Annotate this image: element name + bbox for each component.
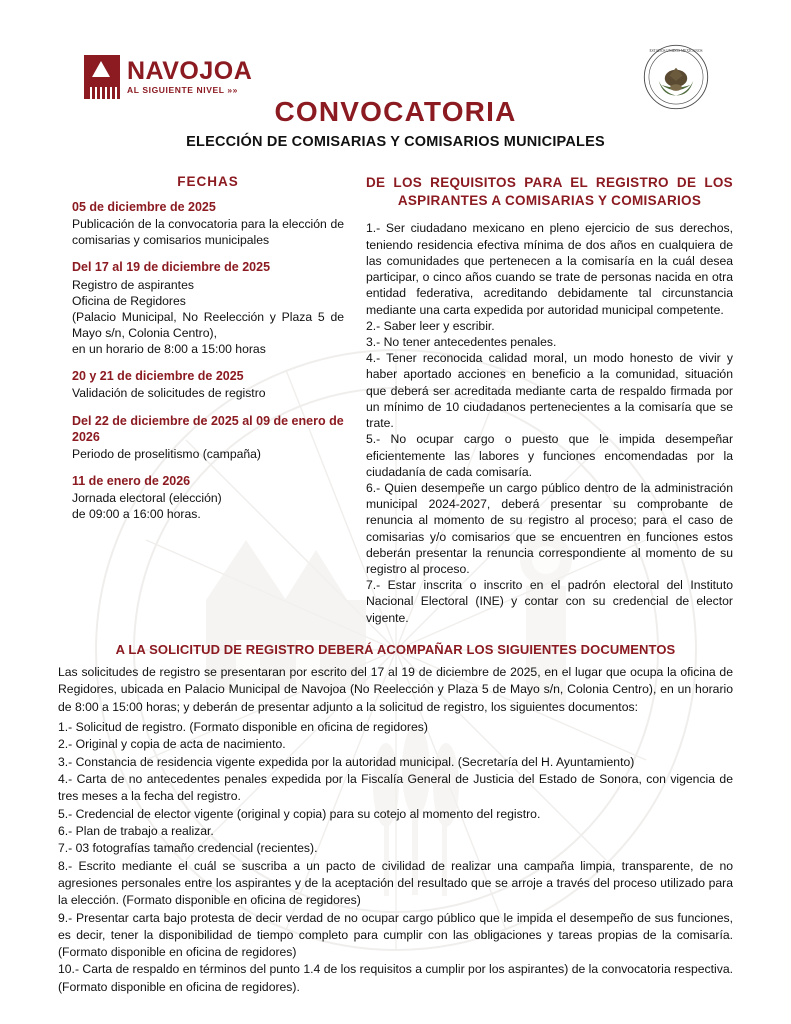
date-block bbox=[72, 199, 344, 248]
dates-column bbox=[72, 174, 344, 626]
navojoa-emblem-icon bbox=[84, 55, 120, 99]
document-item: 4.- Carta de no antecedentes penales expedida por la Fiscalía General de Justicia del Estado de Sonora, con vigencia de tres meses a la fecha del registro. bbox=[58, 771, 733, 804]
date-title: 20 y 21 de diciembre de 2025 bbox=[72, 369, 244, 384]
date-block bbox=[72, 368, 344, 401]
main-columns bbox=[0, 160, 791, 626]
logo-title: NAVOJOA bbox=[127, 57, 253, 86]
requirements-column bbox=[366, 174, 733, 626]
requirement-item: 4.- Tener reconocida calidad moral, un modo honesto de vivir y haber aportado acciones en beneficio a la comunidad, situación que deberá ser acreditada mediante carta de respaldo firmada por un mínimo de 10 ciudadanos pertenecientes a la comisaría que se trate. bbox=[366, 351, 733, 431]
date-detail: (Palacio Municipal, No Reelección y Plaza 5 de Mayo s/n, Colonia Centro), bbox=[72, 309, 344, 340]
dates-heading: FECHAS bbox=[177, 174, 239, 189]
document-item: 3.- Constancia de residencia vigente expedida por la autoridad municipal. (Secretaría del H. Ayuntamiento) bbox=[58, 754, 635, 769]
date-detail: de 09:00 a 16:00 horas. bbox=[72, 507, 201, 522]
date-block bbox=[72, 473, 344, 522]
document-item: 8.- Escrito mediante el cuál se suscriba a un pacto de civilidad de realizar una campaña limpia, transparente, de no agresiones personales entre los aspirantes y de la aceptación del resultado que se arroje a través del proceso utilizado para la elección. (Formato disponible en oficina de regidores) bbox=[58, 858, 733, 908]
date-detail: Registro de aspirantes bbox=[72, 277, 194, 292]
date-detail: en un horario de 8:00 a 15:00 horas bbox=[72, 342, 266, 357]
document-header bbox=[0, 0, 791, 160]
svg-text:ESTADOS UNIDOS MEXICANOS: ESTADOS UNIDOS MEXICANOS bbox=[649, 48, 703, 53]
page-subtitle: ELECCIÓN DE COMISARIAS Y COMISARIOS MUNICIPALES bbox=[186, 134, 605, 150]
document-item: 5.- Credencial de elector vigente (original y copia) para su cotejo al momento del registro. bbox=[58, 806, 541, 821]
requirement-item: 7.- Estar inscrita o inscrito en el padrón electoral del Instituto Nacional Electoral (INE) y contar con su credencial de elector vigente. bbox=[366, 578, 733, 625]
requirement-item: 1.- Ser ciudadano mexicano en pleno ejercicio de sus derechos, teniendo residencia efectiva mínima de dos años en cualquiera de las comunidades que pertenecen a la comisaría en la cuál desea participar, o cinco años cuando se trate de personas nacida en otra entidad federativa, acreditando debidamente tal circunstancia mediante una carta expedida por autoridad municipal competente. bbox=[366, 221, 733, 317]
logo-subtitle: AL SIGUIENTE NIVEL »» bbox=[127, 85, 239, 96]
date-title: 05 de diciembre de 2025 bbox=[72, 200, 216, 214]
requirement-item: 3.- No tener antecedentes penales. bbox=[366, 334, 557, 349]
date-title: Del 17 al 19 de diciembre de 2025 bbox=[72, 260, 271, 275]
documents-intro: Las solicitudes de registro se presentaran por escrito del 17 al 19 de diciembre de 2025, en el lugar que ocupa la oficina de Regidores, ubicada en Palacio Municipal de Navojoa (No Reelección y Plaza 5 de Mayo s/n, Colonia Centro), en un horario de 8:00 a 15:00 horas; y deberán de presentar adjunto a la solicitud de registro, los siguientes documentos: bbox=[58, 664, 733, 714]
document-item: 7.- 03 fotografías tamaño credencial (recientes). bbox=[58, 841, 318, 856]
document-item: 6.- Plan de trabajo a realizar. bbox=[58, 823, 214, 838]
date-detail: Jornada electoral (elección) bbox=[72, 491, 222, 506]
documents-heading: A LA SOLICITUD DE REGISTRO DEBERÁ ACOMPAÑAR LOS SIGUIENTES DOCUMENTOS bbox=[115, 641, 676, 657]
date-detail: Validación de solicitudes de registro bbox=[72, 386, 266, 401]
date-detail: Publicación de la convocatoria para la elección de comisarias y comisarios municipales bbox=[72, 217, 344, 248]
requirements-heading: DE LOS REQUISITOS PARA EL REGISTRO DE LOS ASPIRANTES A COMISARIAS Y COMISARIOS bbox=[366, 175, 733, 209]
page-title: CONVOCATORIA bbox=[274, 96, 517, 127]
date-title: Del 22 de diciembre de 2025 al 09 de enero de 2026 bbox=[72, 413, 344, 444]
requirement-item: 5.- No ocupar cargo o puesto que le impida desempeñar eficientemente las labores y funciones encomendadas por la ciudadanía de cada comisaría. bbox=[366, 432, 733, 479]
date-block bbox=[72, 259, 344, 357]
document-item: 2.- Original y copia de acta de nacimiento. bbox=[58, 737, 286, 752]
documents-section bbox=[0, 626, 791, 996]
navojoa-logo bbox=[84, 55, 252, 99]
requirement-item: 6.- Quien desempeñe un cargo público dentro de la administración municipal 2024-2027, deberá presentar su comprobante de renuncia al momento de su registro al proceso; para el caso de comisarias y/o comisarios que se encuentren en funciones estos deberán presentar la renuncia correspondiente al momento de su registro al proceso. bbox=[366, 480, 733, 577]
requirement-item: 2.- Saber leer y escribir. bbox=[366, 318, 495, 333]
document-item: 1.- Solicitud de registro. (Formato disponible en oficina de regidores) bbox=[58, 719, 428, 734]
date-detail: Oficina de Regidores bbox=[72, 293, 186, 308]
document-item: 9.- Presentar carta bajo protesta de decir verdad de no ocupar cargo público que le impida el desempeño de sus funciones, es decir, tener la disponibilidad de tiempo completo para cumplir con las obligaciones y tareas propias de la comisaría. (Formato disponible en oficina de regidores) bbox=[58, 910, 733, 960]
date-block bbox=[72, 413, 344, 463]
date-detail: Periodo de proselitismo (campaña) bbox=[72, 447, 261, 461]
document-item: 10.- Carta de respaldo en términos del punto 1.4 de los requisitos a cumplir por los aspirantes) de la convocatoria respectiva. (Formato disponible en oficina de regidores). bbox=[58, 962, 733, 994]
date-title: 11 de enero de 2026 bbox=[72, 474, 191, 489]
